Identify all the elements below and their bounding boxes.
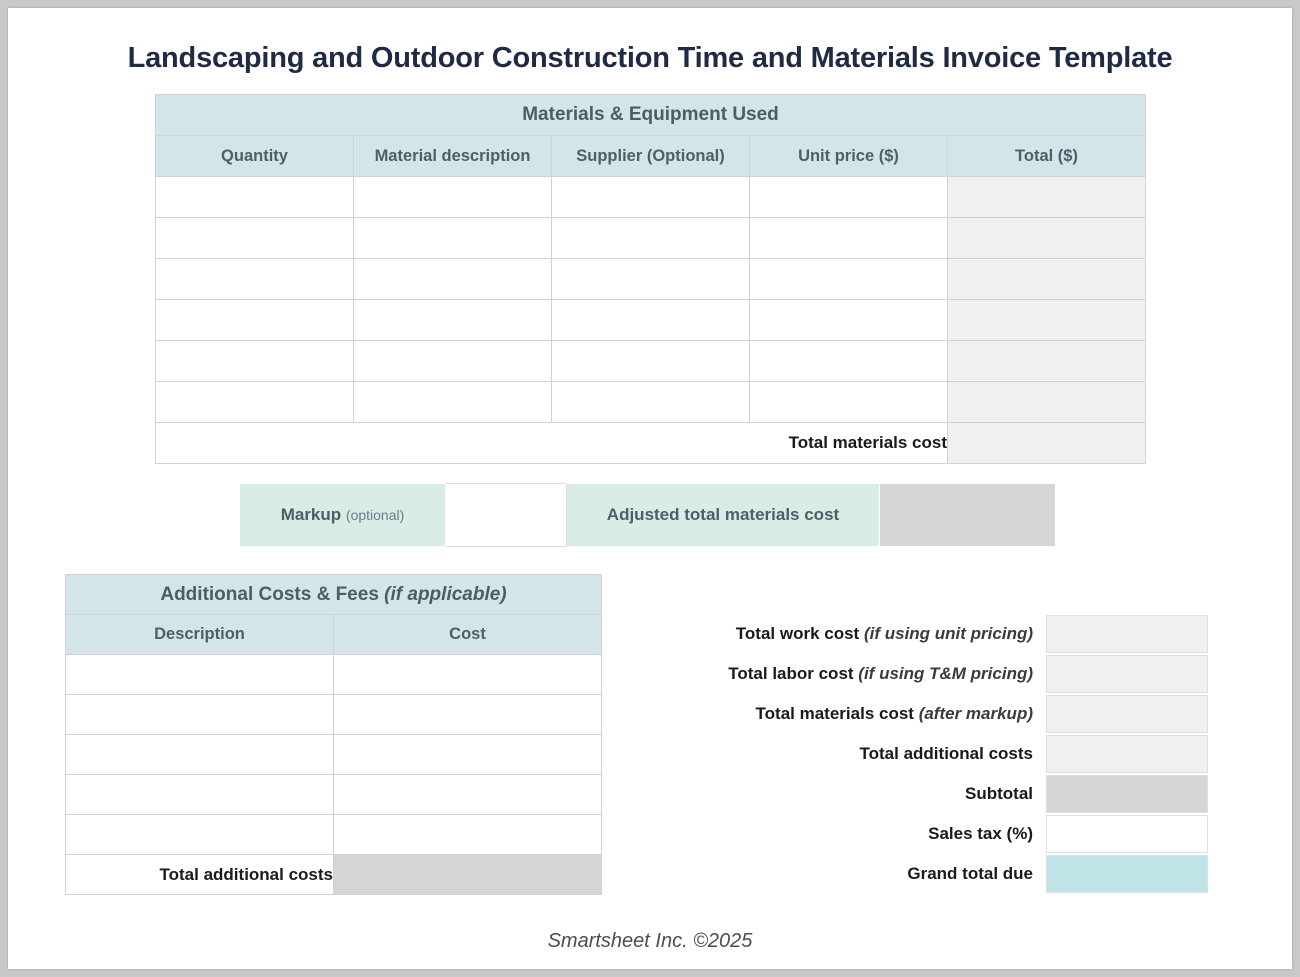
cell-material-description[interactable] (354, 341, 552, 382)
additional-costs-total-row (66, 855, 602, 895)
table-row (66, 695, 602, 735)
summary-label-note: (if using T&M pricing) (858, 664, 1033, 683)
adjusted-total-materials-cost-label: Adjusted total materials cost (567, 484, 880, 547)
markup-strip (239, 483, 1056, 547)
cell-total (948, 259, 1146, 300)
cell-total (948, 341, 1146, 382)
materials-table (155, 94, 1146, 464)
cell-description[interactable] (66, 695, 334, 735)
additional-costs-header-row (66, 615, 602, 655)
markup-label-note: (optional) (345, 507, 405, 523)
summary-value-total-additional-costs (1046, 735, 1208, 773)
cell-unit-price[interactable] (750, 177, 948, 218)
column-header-description: Description (66, 615, 334, 655)
summary-label-note: (if using unit pricing) (863, 624, 1033, 643)
cell-cost[interactable] (334, 695, 602, 735)
summary-label-text: Grand total due (907, 864, 1033, 883)
cell-material-description[interactable] (354, 259, 552, 300)
cell-unit-price[interactable] (750, 259, 948, 300)
table-row (156, 300, 1146, 341)
summary-label-text: Subtotal (965, 784, 1033, 803)
total-materials-cost-value (948, 423, 1146, 464)
table-row (156, 177, 1146, 218)
markup-input[interactable] (446, 484, 567, 547)
summary-value-subtotal (1046, 775, 1208, 813)
cell-total (948, 218, 1146, 259)
cell-cost[interactable] (334, 815, 602, 855)
cell-unit-price[interactable] (750, 218, 948, 259)
summary-row-total-materials-cost (698, 694, 1208, 734)
cell-cost[interactable] (334, 775, 602, 815)
summary-label (698, 864, 1046, 884)
summary-value-total-labor-cost (1046, 655, 1208, 693)
summary-label (698, 664, 1046, 684)
cell-quantity[interactable] (156, 177, 354, 218)
summary-value-total-materials-cost (1046, 695, 1208, 733)
additional-costs-banner-text: Additional Costs & Fees (160, 583, 379, 605)
cell-total (948, 382, 1146, 423)
additional-costs-banner-row (66, 575, 602, 615)
cell-supplier[interactable] (552, 218, 750, 259)
cell-material-description[interactable] (354, 382, 552, 423)
cell-unit-price[interactable] (750, 382, 948, 423)
cell-description[interactable] (66, 815, 334, 855)
cell-total (948, 177, 1146, 218)
table-row (66, 735, 602, 775)
markup-label (240, 484, 446, 547)
column-header-unit-price: Unit price ($) (750, 136, 948, 177)
summary-row-subtotal (698, 774, 1208, 814)
summary-label (698, 744, 1046, 764)
summary-row-grand-total-due (698, 854, 1208, 894)
footer-copyright: Smartsheet Inc. ©2025 (547, 930, 753, 952)
cell-quantity[interactable] (156, 341, 354, 382)
cell-quantity[interactable] (156, 259, 354, 300)
table-row (66, 655, 602, 695)
table-row (156, 341, 1146, 382)
document-page (8, 8, 1292, 969)
adjusted-total-materials-cost-value (880, 484, 1056, 547)
additional-costs-banner (66, 575, 602, 615)
materials-banner-row (156, 95, 1146, 136)
summary-block (698, 614, 1208, 894)
table-row (156, 259, 1146, 300)
cell-quantity[interactable] (156, 300, 354, 341)
additional-costs-banner-note: (if applicable) (384, 583, 507, 605)
summary-label (698, 624, 1046, 644)
table-row (156, 218, 1146, 259)
column-header-supplier: Supplier (Optional) (552, 136, 750, 177)
total-additional-costs-value (334, 855, 602, 895)
cell-quantity[interactable] (156, 382, 354, 423)
cell-material-description[interactable] (354, 177, 552, 218)
summary-value-grand-total-due (1046, 855, 1208, 893)
summary-label (698, 824, 1046, 844)
summary-label (698, 784, 1046, 804)
cell-unit-price[interactable] (750, 341, 948, 382)
materials-total-row (156, 423, 1146, 464)
cell-total (948, 300, 1146, 341)
summary-label-text: Total work cost (735, 624, 860, 643)
summary-value-total-work-cost (1046, 615, 1208, 653)
summary-row-total-work-cost (698, 614, 1208, 654)
column-header-cost: Cost (334, 615, 602, 655)
total-additional-costs-label: Total additional costs (66, 855, 334, 895)
summary-label-text: Sales tax (%) (928, 824, 1033, 843)
materials-banner: Materials & Equipment Used (156, 95, 1146, 136)
cell-supplier[interactable] (552, 177, 750, 218)
cell-quantity[interactable] (156, 218, 354, 259)
summary-label-note: (after markup) (918, 704, 1033, 723)
summary-row-total-additional-costs (698, 734, 1208, 774)
materials-header-row (156, 136, 1146, 177)
summary-value-sales-tax[interactable] (1046, 815, 1208, 853)
summary-label (698, 704, 1046, 724)
column-header-material-description: Material description (354, 136, 552, 177)
cell-supplier[interactable] (552, 341, 750, 382)
cell-description[interactable] (66, 735, 334, 775)
cell-material-description[interactable] (354, 218, 552, 259)
cell-supplier[interactable] (552, 382, 750, 423)
markup-label-text: Markup (280, 505, 342, 524)
cell-description[interactable] (66, 775, 334, 815)
cell-cost[interactable] (334, 655, 602, 695)
cell-material-description[interactable] (354, 300, 552, 341)
cell-supplier[interactable] (552, 300, 750, 341)
total-materials-cost-label: Total materials cost (156, 423, 948, 464)
summary-row-total-labor-cost (698, 654, 1208, 694)
table-row (156, 382, 1146, 423)
additional-costs-table (65, 574, 602, 895)
column-header-total: Total ($) (948, 136, 1146, 177)
summary-label-text: Total materials cost (755, 704, 914, 723)
cell-supplier[interactable] (552, 259, 750, 300)
cell-unit-price[interactable] (750, 300, 948, 341)
table-row (66, 775, 602, 815)
column-header-quantity: Quantity (156, 136, 354, 177)
summary-label-text: Total labor cost (728, 664, 854, 683)
markup-row (240, 484, 1056, 547)
cell-cost[interactable] (334, 735, 602, 775)
summary-row-sales-tax (698, 814, 1208, 854)
cell-description[interactable] (66, 655, 334, 695)
table-row (66, 815, 602, 855)
summary-label-text: Total additional costs (859, 744, 1033, 763)
page-title: Landscaping and Outdoor Construction Time and Materials Invoice Template (127, 42, 1173, 74)
